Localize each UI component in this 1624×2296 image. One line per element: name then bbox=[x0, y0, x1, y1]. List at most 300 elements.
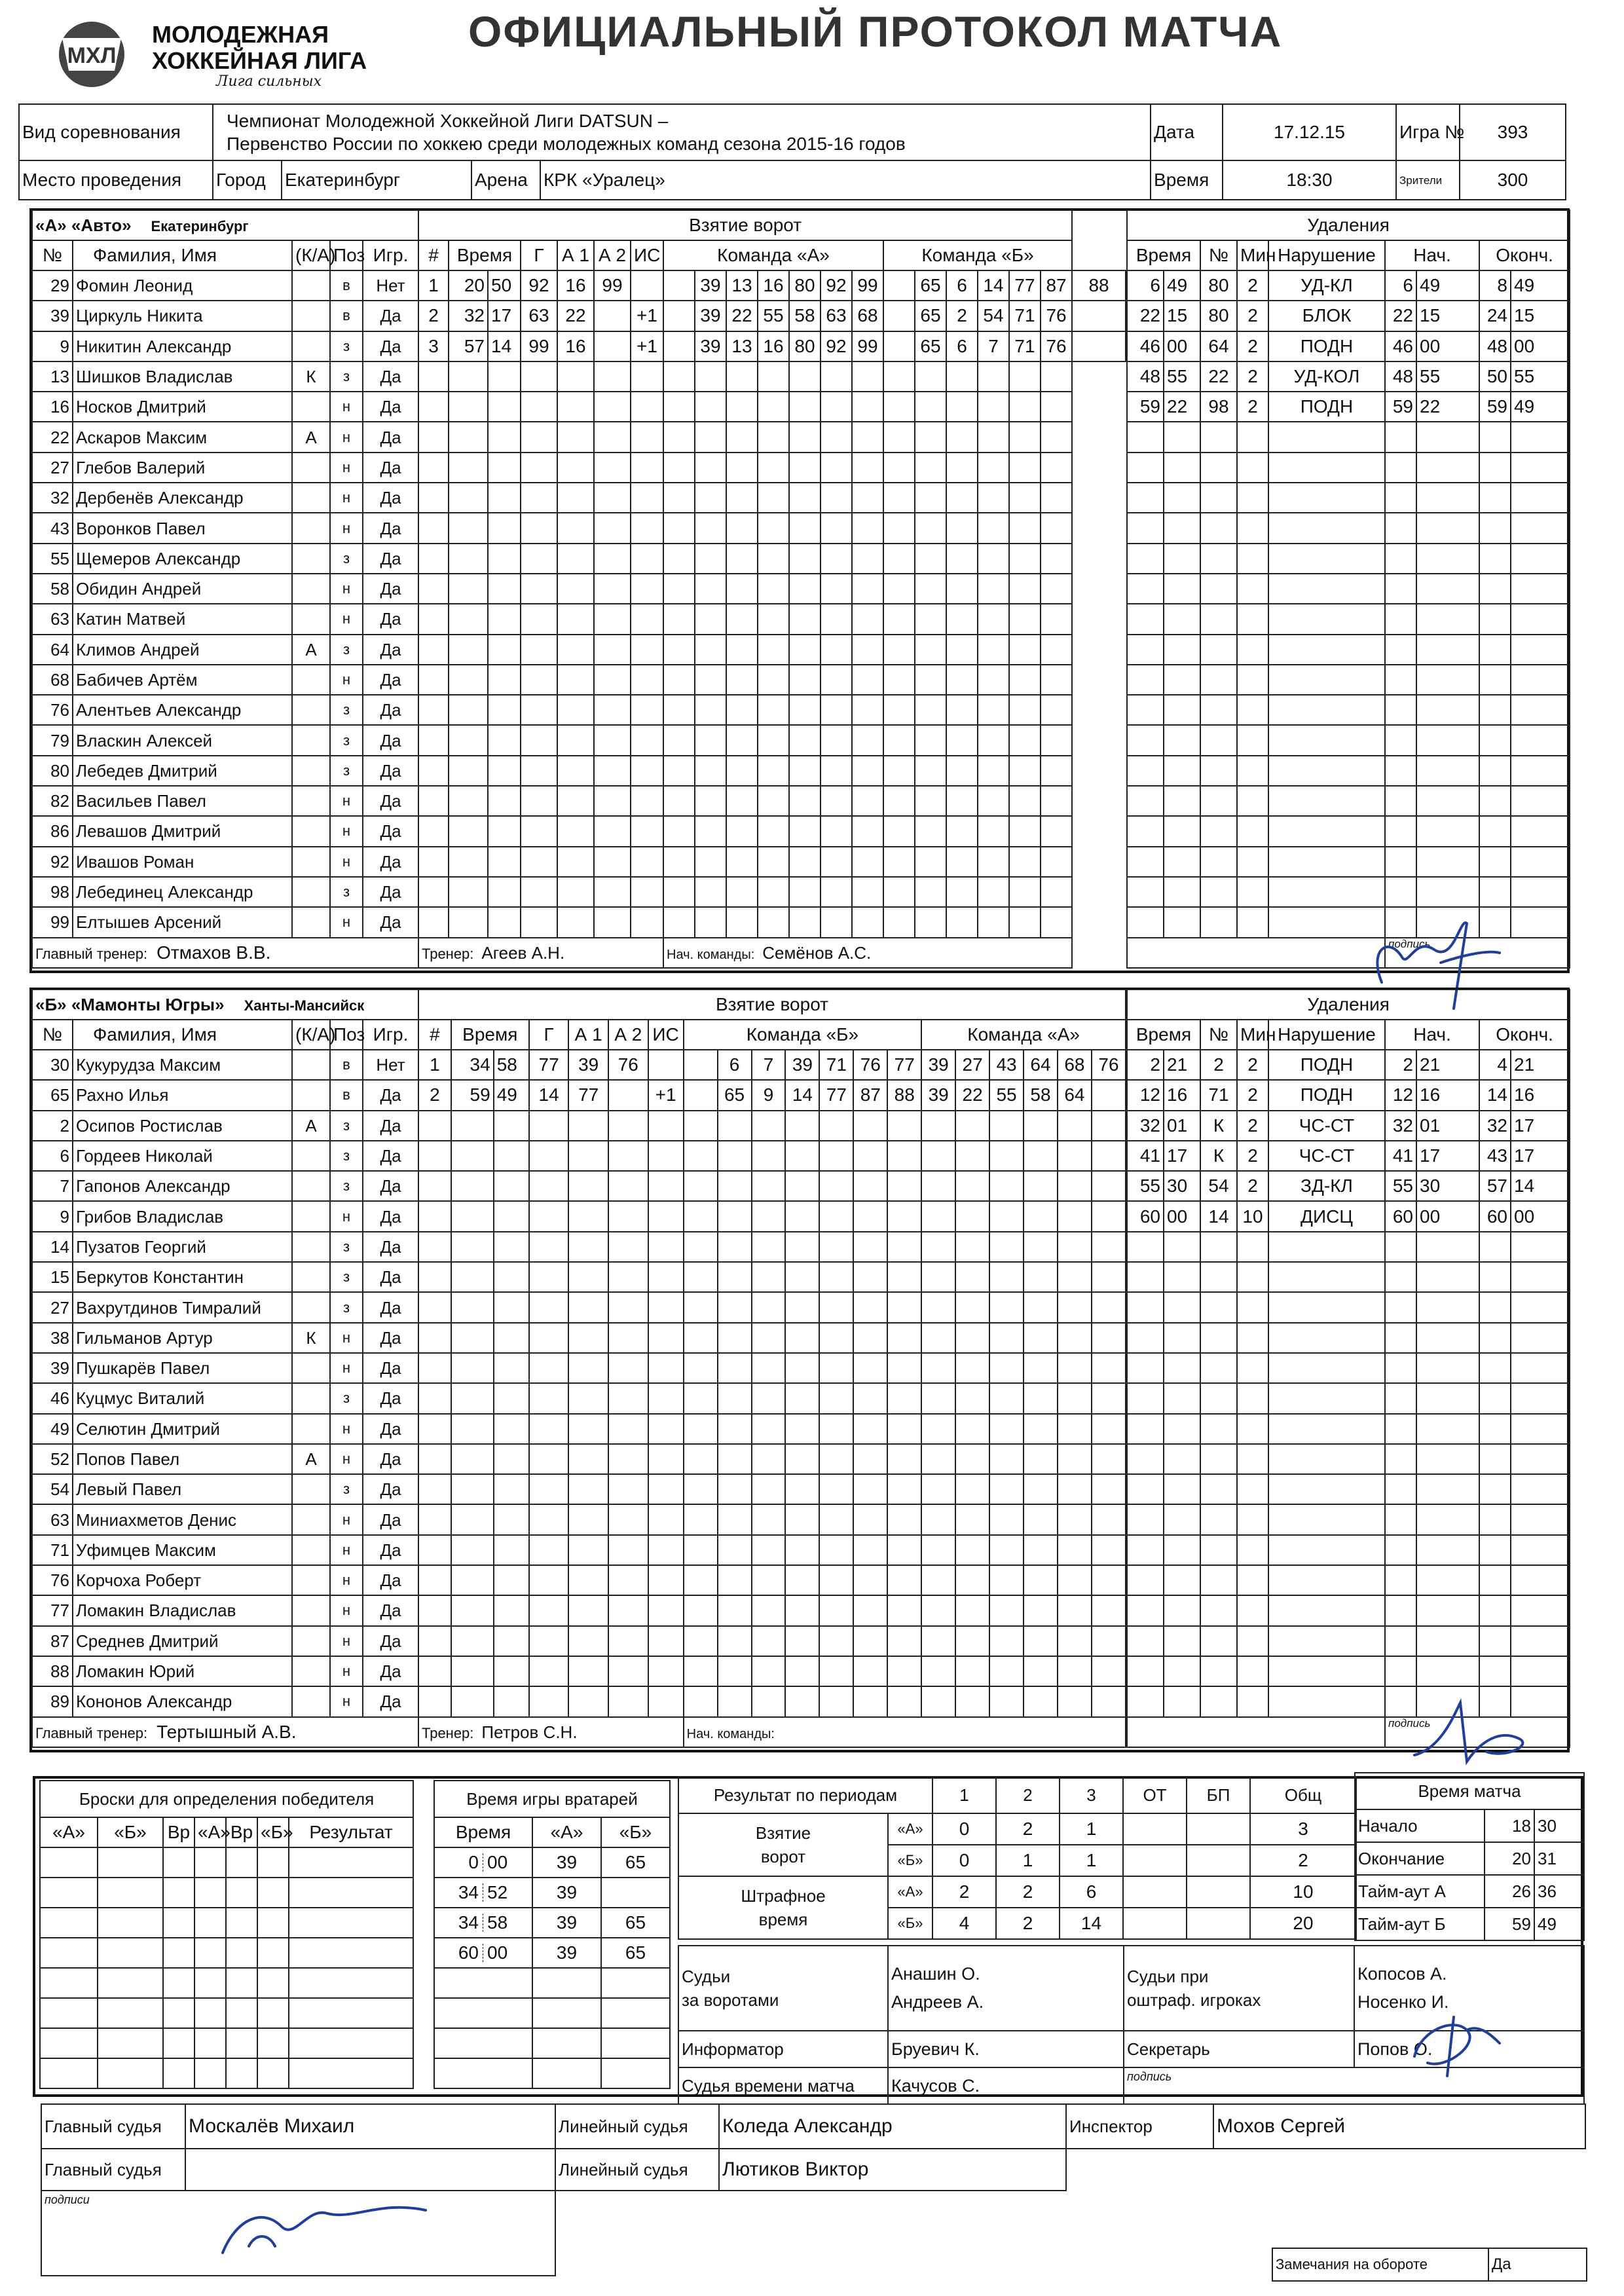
table-row bbox=[32, 1444, 418, 1474]
player-position: з bbox=[330, 635, 363, 665]
pen-minutes: 10 bbox=[1237, 1201, 1268, 1231]
player-name: Воронков Павел bbox=[73, 513, 292, 543]
pen-empty bbox=[1416, 1535, 1479, 1565]
pen-end-second: 55 bbox=[1511, 361, 1570, 392]
pen-start-minute: 55 bbox=[1385, 1171, 1416, 1201]
table-row bbox=[32, 756, 418, 786]
goal-empty bbox=[946, 756, 978, 786]
pen-second: 16 bbox=[1164, 1080, 1200, 1110]
goal-empty bbox=[883, 907, 915, 937]
goal-empty bbox=[1092, 1111, 1126, 1141]
goal-assist1: 16 bbox=[557, 270, 594, 301]
goal-empty bbox=[529, 1171, 569, 1201]
goal-empty bbox=[883, 453, 915, 483]
goal-empty bbox=[1024, 1656, 1058, 1686]
goal-empty bbox=[718, 1111, 752, 1141]
pen-empty bbox=[1237, 1474, 1268, 1504]
goal-empty bbox=[1058, 1323, 1092, 1353]
player-position: в bbox=[330, 270, 363, 301]
goal-empty bbox=[915, 907, 946, 937]
goal-empty bbox=[695, 725, 726, 755]
pen-empty bbox=[1164, 816, 1200, 846]
goal-empty bbox=[494, 1474, 529, 1504]
table-row bbox=[1127, 1474, 1570, 1504]
goal-empty bbox=[521, 422, 557, 452]
goal-empty bbox=[568, 1111, 608, 1141]
player-position: н bbox=[330, 1595, 363, 1625]
goal-empty bbox=[648, 1565, 684, 1595]
pen-empty bbox=[1268, 695, 1385, 725]
goal-empty bbox=[521, 361, 557, 392]
shootout-col-header: «Б» bbox=[257, 1817, 289, 1847]
pen-empty bbox=[1164, 1323, 1200, 1353]
linesman-label-1: Линейный судья bbox=[555, 2104, 719, 2149]
goal-empty bbox=[1024, 1535, 1058, 1565]
goal-empty bbox=[451, 1686, 494, 1716]
table-row bbox=[32, 725, 418, 755]
goal-empty bbox=[726, 907, 758, 937]
goal-empty bbox=[1009, 513, 1041, 543]
goal-empty bbox=[819, 1595, 853, 1625]
goal-empty bbox=[568, 1656, 608, 1686]
table-row bbox=[418, 695, 1126, 725]
player-played: Да bbox=[363, 1383, 418, 1413]
pen-empty bbox=[1479, 1444, 1511, 1474]
goal-empty bbox=[594, 907, 631, 937]
goal-empty bbox=[695, 877, 726, 907]
goal-empty bbox=[557, 816, 594, 846]
goal-empty bbox=[752, 1201, 786, 1231]
goal-empty bbox=[758, 786, 789, 816]
table-row bbox=[1127, 483, 1570, 513]
goal-empty bbox=[557, 665, 594, 695]
player-position: н bbox=[330, 1323, 363, 1353]
goals-label-1: Взятие bbox=[755, 1823, 811, 1843]
goal-number: 3 bbox=[418, 331, 449, 361]
goal-scorer: 77 bbox=[529, 1050, 569, 1080]
period-goals-a: 3 bbox=[1250, 1813, 1356, 1845]
goal-empty bbox=[521, 513, 557, 543]
pen-minute: 12 bbox=[1127, 1080, 1164, 1110]
goal-empty bbox=[594, 635, 631, 665]
pen-empty bbox=[1200, 847, 1237, 877]
goal-empty bbox=[557, 756, 594, 786]
period-goals-b: 0 bbox=[932, 1845, 996, 1876]
shootout-cell bbox=[98, 1968, 163, 1998]
goal-empty bbox=[449, 786, 488, 816]
player-position: з bbox=[330, 1383, 363, 1413]
goal-empty bbox=[451, 1141, 494, 1171]
goal-empty bbox=[853, 1353, 887, 1383]
pen-minutes: 2 bbox=[1237, 1050, 1268, 1080]
goal-assist2 bbox=[594, 331, 631, 361]
player-position: з bbox=[330, 1111, 363, 1141]
table-row bbox=[32, 1020, 418, 1050]
goal-empty bbox=[594, 604, 631, 634]
pen-empty bbox=[1385, 1262, 1416, 1292]
goal-empty bbox=[1058, 1171, 1092, 1201]
goal-empty bbox=[418, 695, 449, 725]
pen-start-minute: 6 bbox=[1385, 270, 1416, 301]
table-row bbox=[32, 1141, 418, 1171]
pen-empty bbox=[1479, 847, 1511, 877]
goal-empty bbox=[1058, 1292, 1092, 1322]
player-number: 49 bbox=[32, 1414, 73, 1444]
goal-on-ice-own: 99 bbox=[852, 270, 883, 301]
goal-empty bbox=[594, 574, 631, 604]
goal-empty bbox=[568, 1171, 608, 1201]
goal-empty bbox=[648, 1474, 684, 1504]
table-row bbox=[32, 1080, 418, 1110]
goal-empty bbox=[488, 635, 521, 665]
goalie-minute: 34 bbox=[444, 1914, 483, 1932]
pen-empty bbox=[1200, 453, 1237, 483]
goal-empty bbox=[718, 1626, 752, 1656]
goal-empty bbox=[752, 1292, 786, 1322]
goal-empty bbox=[1041, 847, 1072, 877]
goal-empty bbox=[648, 1626, 684, 1656]
goal-empty bbox=[521, 786, 557, 816]
pen-empty bbox=[1479, 635, 1511, 665]
goalie-time bbox=[434, 2058, 532, 2088]
pen-footer-spacer bbox=[1127, 1717, 1385, 1747]
pen-empty bbox=[1127, 1686, 1164, 1716]
trainer-name: Петров С.Н. bbox=[481, 1722, 578, 1742]
goal-empty bbox=[1041, 786, 1072, 816]
player-name: Кононов Александр bbox=[73, 1686, 292, 1716]
table-row bbox=[1127, 1050, 1570, 1080]
goal-number: 1 bbox=[418, 1050, 451, 1080]
player-number: 98 bbox=[32, 877, 73, 907]
goal-empty bbox=[529, 1383, 569, 1413]
period-goals-a bbox=[1187, 1813, 1250, 1845]
league-slogan: Лига сильных bbox=[216, 73, 322, 90]
trainer-label: Тренер: bbox=[422, 1724, 474, 1741]
goal-empty bbox=[887, 1141, 921, 1171]
player-played: Да bbox=[363, 1414, 418, 1444]
goal-on-ice-opp: 43 bbox=[989, 1050, 1024, 1080]
shootout-cell bbox=[257, 1938, 289, 1968]
period-pim-b: 20 bbox=[1250, 1908, 1356, 1939]
goal-empty bbox=[978, 786, 1009, 816]
goal-empty bbox=[989, 1141, 1024, 1171]
pen-empty bbox=[1416, 877, 1479, 907]
goal-assist2: 99 bbox=[594, 270, 631, 301]
goal-empty bbox=[883, 361, 915, 392]
goalie-col-b: «Б» bbox=[601, 1817, 670, 1847]
table-row bbox=[1127, 513, 1570, 543]
pen-foul: ПОДН bbox=[1268, 392, 1385, 422]
goal-empty bbox=[608, 1444, 648, 1474]
pen-empty bbox=[1127, 907, 1164, 937]
table-row bbox=[434, 1908, 670, 1938]
player-name: Фомин Леонид bbox=[73, 270, 292, 301]
goalie-a: 39 bbox=[532, 1847, 601, 1878]
goal-empty bbox=[853, 1201, 887, 1231]
player-position: н bbox=[330, 1626, 363, 1656]
goal-empty bbox=[418, 1383, 451, 1413]
goalie-col-a: «А» bbox=[532, 1817, 601, 1847]
period-goals-b: 1 bbox=[996, 1845, 1060, 1876]
pen-empty bbox=[1479, 1292, 1511, 1322]
goal-empty bbox=[1092, 1565, 1126, 1595]
goal-empty bbox=[449, 513, 488, 543]
goal-empty bbox=[726, 361, 758, 392]
goal-empty bbox=[915, 453, 946, 483]
table-row bbox=[32, 695, 418, 725]
goal-empty bbox=[821, 544, 852, 574]
goal-on-ice-own: 80 bbox=[789, 270, 821, 301]
goal-empty bbox=[852, 483, 883, 513]
pen-empty bbox=[1237, 1383, 1268, 1413]
goalie-second: 00 bbox=[487, 1852, 508, 1872]
pen-empty bbox=[1511, 1323, 1570, 1353]
player-played: Да bbox=[363, 1565, 418, 1595]
goal-empty bbox=[852, 877, 883, 907]
goal-empty bbox=[921, 1171, 955, 1201]
goal-on-ice-opp: 64 bbox=[1024, 1050, 1058, 1080]
pen-empty bbox=[1164, 1262, 1200, 1292]
table-row bbox=[418, 1201, 1126, 1231]
goal-empty bbox=[451, 1444, 494, 1474]
pen-start-second: 21 bbox=[1416, 1050, 1479, 1080]
table-row bbox=[32, 240, 418, 270]
table-row bbox=[418, 574, 1126, 604]
goal-empty bbox=[557, 635, 594, 665]
goal-empty bbox=[529, 1353, 569, 1383]
pen-start-second: 01 bbox=[1416, 1111, 1479, 1141]
team-chief bbox=[684, 1717, 1126, 1747]
goal-empty bbox=[488, 847, 521, 877]
pen-empty bbox=[1416, 604, 1479, 634]
roster-table bbox=[31, 989, 419, 1748]
player-name: Корчоха Роберт bbox=[73, 1565, 292, 1595]
player-played: Да bbox=[363, 725, 418, 755]
pen-empty bbox=[1479, 544, 1511, 574]
player-number: 39 bbox=[32, 301, 73, 331]
goal-empty bbox=[631, 907, 663, 937]
goal-empty bbox=[1058, 1111, 1092, 1141]
goal-empty bbox=[418, 725, 449, 755]
goal-empty bbox=[648, 1201, 684, 1231]
goal-empty bbox=[684, 1111, 718, 1141]
goal-empty bbox=[989, 1535, 1024, 1565]
pen-start-second: 49 bbox=[1416, 270, 1479, 301]
pen-minutes: 2 bbox=[1237, 361, 1268, 392]
goal-empty bbox=[568, 1383, 608, 1413]
table-row bbox=[1127, 331, 1570, 361]
goal-empty bbox=[978, 695, 1009, 725]
goal-empty bbox=[819, 1262, 853, 1292]
shootout-cell bbox=[98, 2028, 163, 2058]
player-number: 16 bbox=[32, 392, 73, 422]
table-row bbox=[418, 1323, 1126, 1353]
goal-empty bbox=[1092, 1141, 1126, 1171]
goal-empty bbox=[418, 1201, 451, 1231]
goal-empty bbox=[821, 725, 852, 755]
player-played: Да bbox=[363, 665, 418, 695]
goal-empty bbox=[955, 1141, 989, 1171]
pen-empty bbox=[1200, 1686, 1237, 1716]
goalie-empty bbox=[601, 1998, 670, 2028]
goal-empty bbox=[758, 847, 789, 877]
goal-empty bbox=[418, 1626, 451, 1656]
goal-empty bbox=[1092, 1171, 1126, 1201]
shootout-table bbox=[39, 1780, 414, 2089]
table-row bbox=[418, 1444, 1126, 1474]
goal-empty bbox=[915, 816, 946, 846]
col-no-header: № bbox=[32, 1020, 73, 1050]
goalie-time bbox=[434, 1878, 532, 1908]
player-position: н bbox=[330, 1201, 363, 1231]
player-name: Власкин Алексей bbox=[73, 725, 292, 755]
shootout-cell bbox=[257, 1998, 289, 2028]
player-name: Алентьев Александр bbox=[73, 695, 292, 725]
goal-empty bbox=[1092, 1292, 1126, 1322]
goal-empty bbox=[451, 1474, 494, 1504]
goal-empty bbox=[695, 574, 726, 604]
match-time-hour: 18 bbox=[1485, 1809, 1534, 1842]
goal-empty bbox=[418, 1595, 451, 1625]
goal-empty bbox=[1024, 1262, 1058, 1292]
col-name-header: Фамилия, Имя bbox=[73, 1020, 292, 1050]
pen-end-minute: 57 bbox=[1479, 1171, 1511, 1201]
pen-empty bbox=[1237, 1262, 1268, 1292]
goal-on-ice-own: 39 bbox=[695, 331, 726, 361]
table-row bbox=[1127, 1323, 1570, 1353]
goal-col-time: Время bbox=[451, 1020, 529, 1050]
goal-col-scorer: Г bbox=[521, 240, 557, 270]
goal-empty bbox=[608, 1292, 648, 1322]
goal-on-ice-own: 16 bbox=[758, 331, 789, 361]
pen-empty bbox=[1127, 816, 1164, 846]
goal-empty bbox=[557, 725, 594, 755]
pen-end-minute: 60 bbox=[1479, 1201, 1511, 1231]
pen-empty bbox=[1164, 635, 1200, 665]
goal-empty bbox=[494, 1171, 529, 1201]
shootout-cell bbox=[194, 1847, 226, 1878]
goal-minute: 32 bbox=[449, 301, 488, 331]
player-played: Да bbox=[363, 1444, 418, 1474]
goal-empty bbox=[568, 1141, 608, 1171]
goal-on-ice-opp: 87 bbox=[1041, 270, 1072, 301]
player-position: н bbox=[330, 816, 363, 846]
goal-empty bbox=[488, 786, 521, 816]
match-time-minute: 30 bbox=[1534, 1809, 1584, 1842]
player-number: 76 bbox=[32, 695, 73, 725]
goal-empty bbox=[1024, 1292, 1058, 1322]
goal-empty bbox=[819, 1353, 853, 1383]
goal-empty bbox=[853, 1444, 887, 1474]
pen-empty bbox=[1385, 1626, 1416, 1656]
shootout-cell bbox=[40, 1938, 98, 1968]
goal-empty bbox=[418, 1504, 451, 1534]
pen-empty bbox=[1416, 422, 1479, 452]
goal-empty bbox=[568, 1292, 608, 1322]
pen-empty bbox=[1237, 1565, 1268, 1595]
player-position: н bbox=[330, 1353, 363, 1383]
table-row bbox=[434, 1968, 670, 1998]
goal-empty bbox=[946, 544, 978, 574]
player-position: н bbox=[330, 453, 363, 483]
player-captain: К bbox=[292, 1323, 330, 1353]
goal-empty bbox=[631, 392, 663, 422]
pen-empty bbox=[1479, 483, 1511, 513]
goal-empty bbox=[663, 756, 695, 786]
goal-empty bbox=[726, 756, 758, 786]
pim-label-2: время bbox=[758, 1910, 808, 1929]
table-row bbox=[418, 1686, 1126, 1716]
goal-empty bbox=[608, 1323, 648, 1353]
table-row bbox=[1127, 604, 1570, 634]
goal-empty bbox=[557, 453, 594, 483]
table-row bbox=[32, 1686, 418, 1716]
goal-empty bbox=[449, 574, 488, 604]
goal-empty bbox=[921, 1383, 955, 1413]
goal-on-ice-opp: 71 bbox=[1009, 301, 1041, 331]
goal-empty bbox=[789, 725, 821, 755]
player-position: з bbox=[330, 877, 363, 907]
pen-end-second: 17 bbox=[1511, 1141, 1570, 1171]
goal-empty bbox=[946, 816, 978, 846]
goal-empty bbox=[663, 483, 695, 513]
goal-empty bbox=[758, 544, 789, 574]
player-name: Кукурудза Максим bbox=[73, 1050, 292, 1080]
goal-on-ice-opp: 65 bbox=[915, 301, 946, 331]
pen-empty bbox=[1268, 1292, 1385, 1322]
goal-empty bbox=[695, 786, 726, 816]
pen-empty bbox=[1127, 877, 1164, 907]
goal-empty bbox=[955, 1535, 989, 1565]
goal-empty bbox=[1009, 635, 1041, 665]
informer-value: Бруевич К. bbox=[888, 2031, 1124, 2067]
goal-empty bbox=[449, 453, 488, 483]
goal-empty bbox=[568, 1535, 608, 1565]
goal-empty bbox=[521, 847, 557, 877]
player-position: н bbox=[330, 1656, 363, 1686]
goal-on-ice-opp: 55 bbox=[989, 1080, 1024, 1110]
table-row bbox=[32, 1414, 418, 1444]
goal-empty bbox=[718, 1444, 752, 1474]
goal-empty bbox=[1024, 1686, 1058, 1716]
pen-empty bbox=[1268, 1504, 1385, 1534]
match-time-hour: 20 bbox=[1485, 1842, 1534, 1875]
goal-empty bbox=[752, 1323, 786, 1353]
table-row bbox=[32, 331, 418, 361]
pen-empty bbox=[1200, 1626, 1237, 1656]
table-row bbox=[1127, 1201, 1570, 1231]
player-captain bbox=[292, 1414, 330, 1444]
goal-empty bbox=[883, 695, 915, 725]
pen-empty bbox=[1511, 453, 1570, 483]
goal-judge-2: Андреев А. bbox=[891, 1992, 984, 2012]
goal-empty bbox=[978, 725, 1009, 755]
goal-empty bbox=[752, 1626, 786, 1656]
table-row bbox=[32, 907, 418, 937]
goal-empty bbox=[418, 665, 449, 695]
goal-empty bbox=[921, 1323, 955, 1353]
goal-empty bbox=[726, 877, 758, 907]
goal-empty bbox=[789, 877, 821, 907]
pen-end-second: 21 bbox=[1511, 1050, 1570, 1080]
goal-assist2 bbox=[594, 301, 631, 331]
pen-empty bbox=[1237, 786, 1268, 816]
goal-empty bbox=[883, 665, 915, 695]
player-name: Елтышев Арсений bbox=[73, 907, 292, 937]
pen-empty bbox=[1511, 665, 1570, 695]
player-played: Да bbox=[363, 1232, 418, 1262]
pen-empty bbox=[1237, 1353, 1268, 1383]
